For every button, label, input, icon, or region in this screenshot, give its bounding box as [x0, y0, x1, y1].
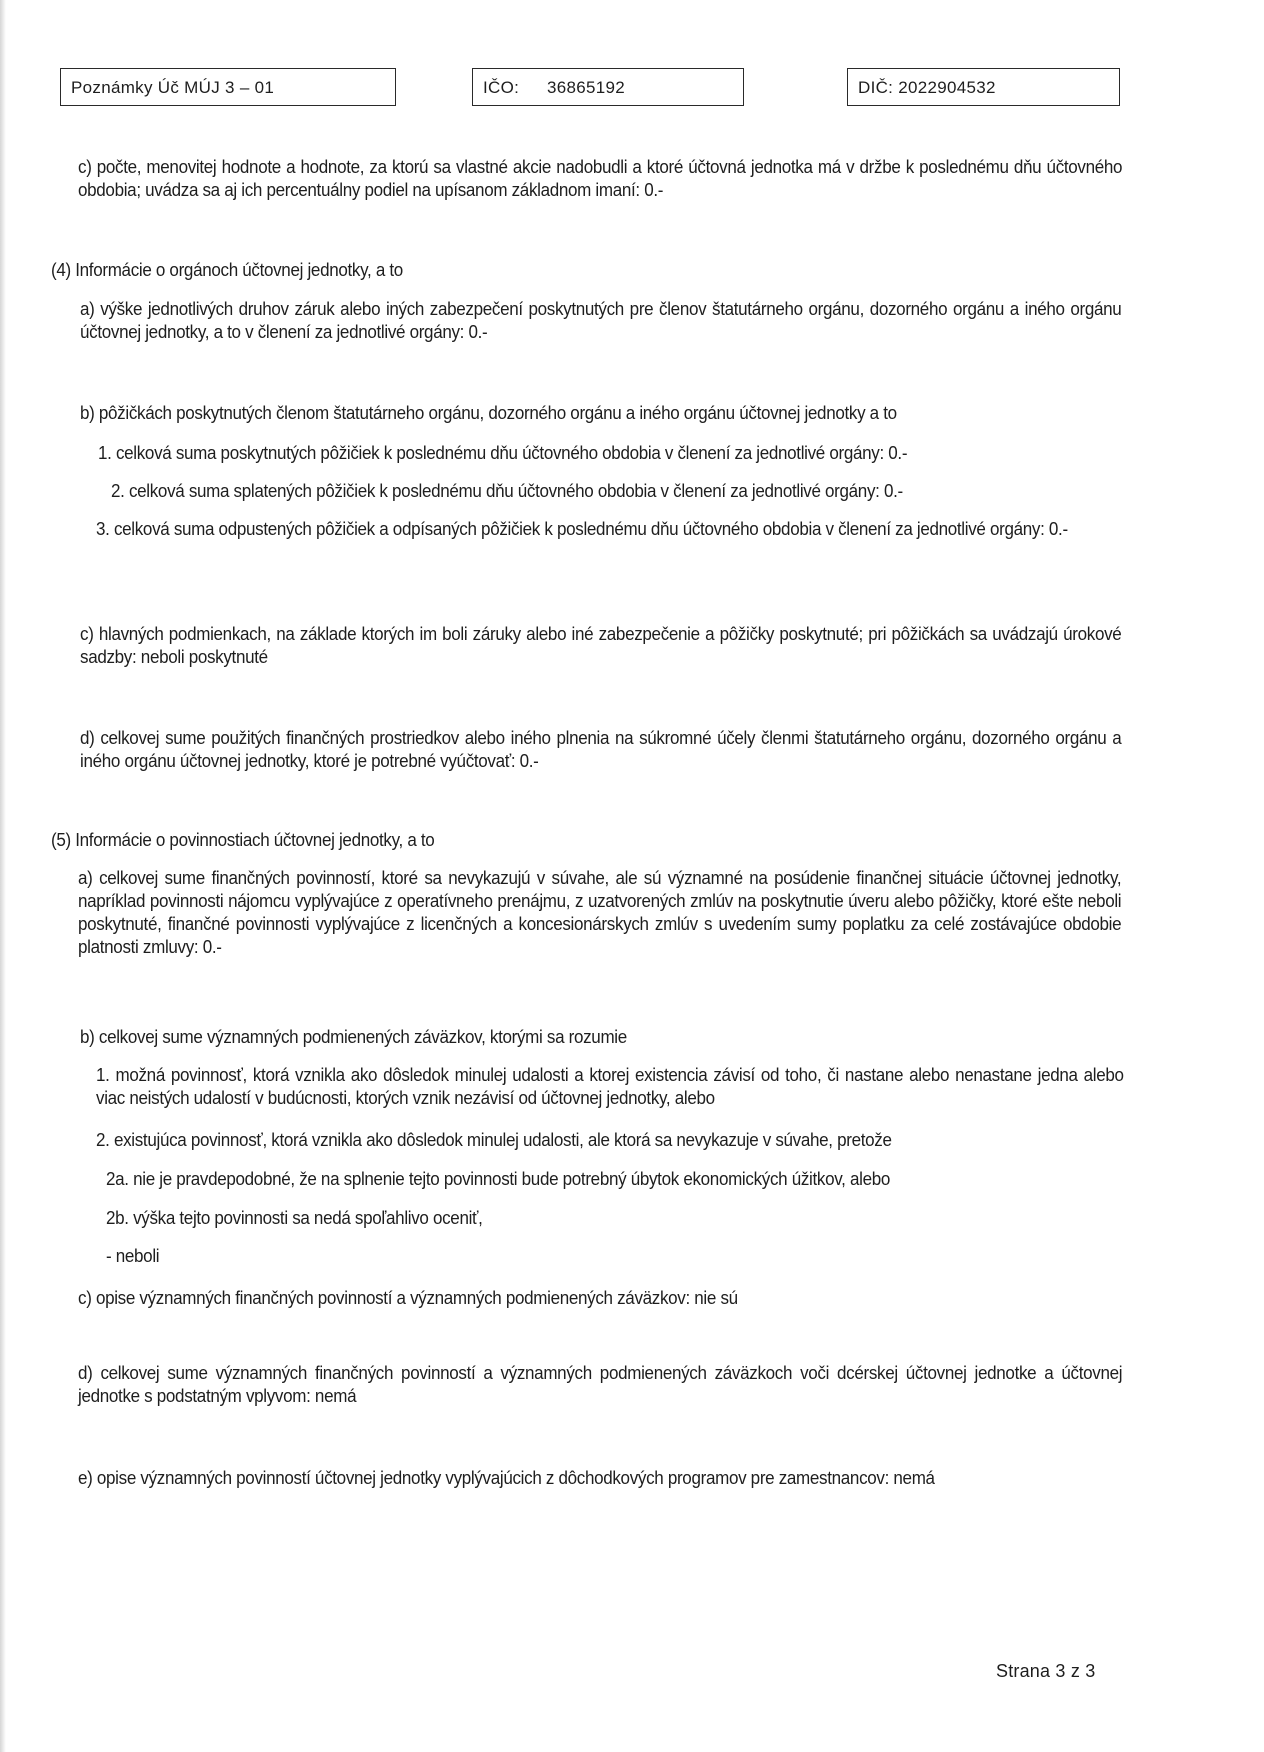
paragraph-5b-answer: - neboli [106, 1245, 160, 1266]
ico-value: 36865192 [547, 78, 626, 97]
paragraph-5d: d) celkovej sume významných finančných povinností a významných podmienených záväzkoch voči dcérskej účtovnej jednotke a účtovnej jednotke s podstatným vplyvom: nemá [78, 1362, 1123, 1406]
paragraph-5a: a) celkovej sume finančných povinností, ktoré sa nevykazujú v súvahe, ale sú významné na posúdenie finančnej situácie účtovnej jednotky, napríklad povinnosti nájomcu vyplývajúce z operatívneho prenájmu, z uzatvorených zmlúv na poskytnutie úveru alebo pôžičky, ktoré ešte neboli poskytnuté, finančné povinnosti vyplývajúce z licenčných a koncesionárskych zmlúv s uvedením sumy poplatku za celé zostávajúce obdobie platnosti zmluvy: 0.- [78, 867, 1122, 957]
paragraph-5b-item-2: 2. existujúca povinnosť, ktorá vznikla ako dôsledok minulej udalosti, ale ktorá sa nevykazuje v súvahe, pretože [96, 1129, 892, 1150]
paragraph-5b-item-2a: 2a. nie je pravdepodobné, že na splnenie tejto povinnosti bude potrebný úbytok ekonomických úžitkov, alebo [106, 1168, 891, 1189]
paragraph-5c: c) opise významných finančných povinností a významných podmienených záväzkov: nie sú [78, 1287, 738, 1308]
paragraph-4b-item-1: 1. celková suma poskytnutých pôžičiek k poslednému dňu účtovného obdobia v členení za jednotlivé orgány: 0.- [98, 442, 908, 463]
paragraph-5e: e) opise významných povinností účtovnej jednotky vyplývajúcich z dôchodkových programov pre zamestnancov: nemá [78, 1467, 935, 1488]
paragraph-5b-item-1: 1. možná povinnosť, ktorá vznikla ako dôsledok minulej udalosti a ktorej existencia závisí od toho, či nastane alebo nenastane jedna alebo viac neistých udalostí v budúcnosti, ktorých vznik nezávisí od účtovnej jednotky, alebo [96, 1064, 1124, 1108]
paragraph-3c: c) počte, menovitej hodnote a hodnote, za ktorú sa vlastné akcie nadobudli a ktoré účtovná jednotka má v držbe k poslednému dňu účtovného obdobia; uvádza sa aj ich percentuálny podiel na upísanom základnom imaní: 0.- [78, 156, 1123, 200]
paragraph-4b-item-3: 3. celková suma odpustených pôžičiek a odpísaných pôžičiek k poslednému dňu účtovného obdobia v členení za jednotlivé orgány: 0.- [96, 518, 1068, 539]
ico-label: IČO: [483, 78, 520, 97]
paragraph-4c: c) hlavných podmienkach, na základe ktorých im boli záruky alebo iné zabezpečenie a pôžičky poskytnuté; pri pôžičkách sa uvádzajú úrokové sadzby: neboli poskytnuté [80, 623, 1122, 667]
paragraph-4a: a) výške jednotlivých druhov záruk alebo iných zabezpečení poskytnutých pre členov štatutárneho orgánu, dozorného orgánu a iného orgánu účtovnej jednotky, a to v členení za jednotlivé orgány: 0.- [80, 298, 1122, 342]
scan-edge-shadow [0, 0, 6, 1752]
section-4-title: (4) Informácie o orgánoch účtovnej jednotky, a to [51, 259, 403, 280]
paragraph-5b: b) celkovej sume významných podmienených záväzkov, ktorými sa rozumie [80, 1026, 627, 1047]
notes-label: Poznámky Úč MÚJ 3 – 01 [71, 78, 275, 97]
ico-header-box [472, 68, 744, 106]
dic-header-box [847, 68, 1120, 106]
section-5-title: (5) Informácie o povinnostiach účtovnej jednotky, a to [51, 829, 435, 850]
paragraph-4b: b) pôžičkách poskytnutých členom štatutárneho orgánu, dozorného orgánu a iného orgánu účtovnej jednotky a to [80, 402, 897, 423]
paragraph-4b-item-2: 2. celková suma splatených pôžičiek k poslednému dňu účtovného obdobia v členení za jednotlivé orgány: 0.- [111, 480, 903, 501]
paragraph-5b-item-2b: 2b. výška tejto povinnosti sa nedá spoľahlivo oceniť, [106, 1207, 483, 1228]
page-number: Strana 3 z 3 [996, 1661, 1096, 1681]
paragraph-4d: d) celkovej sume použitých finančných prostriedkov alebo iného plnenia na súkromné účely členmi štatutárneho orgánu, dozorného orgánu a iného orgánu účtovnej jednotky, ktoré je potrebné vyúčtovať: 0.- [80, 727, 1122, 771]
notes-header-box [60, 68, 396, 106]
dic-label: DIČ: 2022904532 [858, 78, 996, 97]
